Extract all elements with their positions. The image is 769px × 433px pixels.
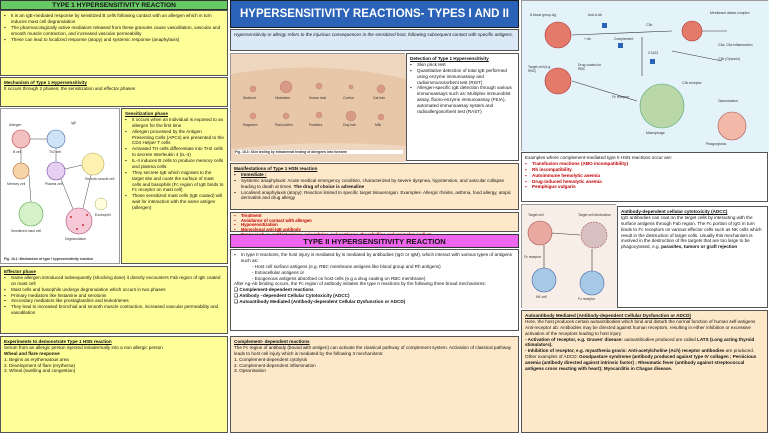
fig3-label-target: Target cell (528, 213, 544, 217)
fig2-label-opsonization: Opsonization (718, 99, 738, 103)
fig1-label-degranulation: Degranulation (65, 237, 87, 241)
example-item: ▪ Rh incompatibility (525, 167, 764, 173)
manifestation-systemic: ▪ Systemic anaphylaxis: Acute medical emergency condition, characterized by severe dyspnea, hypotension, and vascular collapse leading to death at times. The drug of choice is adrenaline (234, 178, 515, 190)
fig3-label-destruction: Target cell destruction (578, 213, 611, 217)
skin-label-milk: Milk (375, 123, 382, 127)
type1-intro-box (0, 10, 228, 76)
type2-sub-item: - Extracellular antigens or (252, 269, 305, 275)
complement-list (234, 357, 515, 375)
fig3-label-fc: Fc receptor (524, 255, 542, 259)
type2-header: TYPE II HYPERSENSITIVITY REACTION (230, 234, 519, 248)
mechanism-title: Mechanism of Type 1 Hypersensitivity (4, 80, 87, 85)
fig2-label-complement: Complement (614, 37, 634, 41)
adcc-title: Antibody-dependent cellular cytotoxicity (ADCC) (621, 209, 728, 214)
example-item: ▪ Autoimmune hemolytic anemia (525, 173, 764, 179)
fig2-label-opsonin: C3b (Opsonin) (718, 57, 741, 61)
fig2-label-c3a: C3a, C5a inflammation (718, 43, 753, 47)
skin-label-feathers: Feathers (309, 123, 323, 127)
fig1-label-eosinophil: Eosinophil (95, 213, 111, 217)
type2-intro-p1: ▪ In type II reactions, the host injury is mediated by is mediated by antibodies (IgG or IgM), which interact with various types of antigens such as: (234, 252, 515, 264)
sensitization-item: ▪ It occurs when an individual is exposed to an allergen for the first time (125, 117, 224, 129)
skin-caption: Fig. 16.3: Skin testing by intradermal testing of allergens into forearm (235, 150, 403, 154)
sensitization-title: Sensitization phase (125, 111, 168, 116)
experiments-title: Experiments to demonstrate Type 1 HSN reaction (4, 339, 112, 344)
manifestation-localised: ▪ Localised anaphylaxis (atopy): Reaction limited to specific target tissue/organ. Examples- Allergic rhinitis, asthma, food allergy, atopic dermatitis and drug allergy (234, 190, 515, 202)
effector-item: ▪ Mast cells and basophils undergo degranulation which occurs in two phases (4, 287, 224, 293)
complement-item: 2. Complement-dependent inflammation (234, 362, 316, 368)
fig2-label-plus-ab: + Ab (584, 37, 591, 41)
type2-box (230, 249, 519, 331)
fig2-label-anti-a: Anti-A Ab (588, 13, 602, 17)
fig2-label-ag: A blood group-Ag (530, 13, 557, 17)
type2-intro-p2: After Ag-Ab binding occurs, the Fc region of antibody initiates the type II reactions by the following three broad mechanisms: (234, 281, 486, 287)
type2-sub-item: - Exogenous antigens absorbed on host cells (e.g a drug coating on RBC membrane) (252, 275, 426, 281)
fig1-caption: Fig. 16.1: Mechanism of type I hypersensitivity reaction (4, 257, 93, 261)
sensitization-item: ▪ They secrete IgE which migrates to the target site and coats the surface of mast cells and basophils (Fc region of IgE binds to Fc receptor on mast cell) (125, 170, 224, 194)
skin-label-histamine: Histamine (275, 96, 291, 100)
complement-title: Complement- dependent reactions (234, 339, 310, 344)
fig2-label-target: Target cell (e.g. RBC) (528, 65, 552, 74)
type1-intro-item: ▪ The pharmacologically active mediators released from these granules cause vasodilation, vascular and smooth muscle contraction, and increased vascular permeability (4, 25, 224, 37)
effector-item: ▪ Primary mediators like histamine and serotonin (4, 293, 224, 299)
sensitization-item: ▪ These sensitized mast cells (IgE coated) will wait for interaction with the same antigen (allergen) (125, 193, 224, 211)
sensitization-item: ▪ IL-4 induces B cells to produce memory cells and plasma cells. (125, 158, 224, 170)
fig2-label-macrophage: Macrophage (646, 131, 665, 135)
title-intro-text: Hypersensitivity or allergy refers to the injurious consequences in the sensitized host, following subsequent contact with specific antigens. (234, 32, 514, 37)
skin-label-seafood: Seafood (243, 96, 256, 100)
treatment-item: ▪ Treatment (234, 214, 515, 219)
adcd-p3: - Activation of receptor, e.g. Graves' disease: autoantibodies produced are called LATS (Long acting thyroid stimulators). (525, 336, 755, 348)
example-item: ▪ Pemphigus vulgaris (525, 184, 764, 190)
manifestation-immediate: ▪ Immediate : (234, 172, 515, 178)
manifestations-list (234, 172, 515, 201)
experiment-step: 3. Wheal (swelling and congestion) (4, 368, 76, 374)
skin-label-house-dust: House dust (309, 96, 327, 100)
fig1-label-plasma: Plasma cell (45, 182, 63, 186)
effector-item: ▪ Same allergen introduced subsequently (shocking dose) it directly encounters Fab region of IgE coated on mast cell (4, 275, 224, 287)
fig2-label-c1423: C1423 (648, 51, 658, 55)
treatment-item: ▪ Monoclonal anti-IgE antibody (234, 228, 515, 233)
effector-item: ▪ Secondary mediators like prostaglandins and leukotrienes (4, 298, 224, 304)
mechanism-box (0, 77, 228, 107)
skin-label-cat-hair: Cat hair (373, 96, 385, 100)
manifestations-box (230, 163, 519, 210)
treatment-item: ▪ Hyposensitization (234, 223, 515, 228)
fig1-label-smooth: Smooth muscle cell (85, 177, 115, 181)
example-item: ▪ Transfusion reactions (ABO incompatibility) (525, 161, 764, 167)
skin-label-control: Control (343, 96, 354, 100)
detection-item: ▪ Allergen-specific IgE detection through various immunoassays such as: Multiplex immunoblot assay, fluoro-enzyme immunoassay (FEIA), automated immunoassay system and radioallergosorbent test (RAST) (410, 85, 515, 114)
complement-item: 1. Complement-dependent cytolysis (234, 356, 308, 362)
sensitization-item: ▪ Allergen processed by the Antigen Presenting Cells (APCs) are presented to the CD4 Helper T cells (125, 129, 224, 147)
skin-label-plant-pollen: Plant pollen (275, 123, 293, 127)
effector-item: ▪ They lead to increased bronchial and smooth muscle contraction, increased vascular permeability and vasodilation (4, 304, 224, 316)
experiment-step: 1. Begins as erythematous area (4, 356, 69, 362)
examples-list (525, 161, 764, 190)
fig1-label-th2: Th2 cell (49, 150, 61, 154)
adcd-box (521, 310, 768, 433)
effector-box (0, 266, 228, 334)
title-banner: HYPERSENSITIVITY REACTIONS- TYPES I AND II (230, 0, 519, 28)
adcd-p1: Here, the host produces certain autoantibodies which bind and disturb the normal function of human self-antigens (525, 318, 756, 324)
fig2-label-c3b-receptor: C3b receptor (682, 81, 702, 85)
detection-title: Detection of Type 1 Hypersensitivity (410, 56, 489, 61)
fig1-label-allergen: Allergen (9, 123, 22, 127)
complement-mechanism-figure (521, 0, 768, 151)
effector-title: Effector phase (4, 269, 36, 274)
experiments-sub: Wheal and flare response (4, 350, 60, 356)
fig1-label-memory: Memory cell (7, 182, 26, 186)
fig2-label-c3b: C3b (646, 23, 653, 27)
experiment-step: 2. Development of flare (erythema) (4, 362, 75, 368)
adcc-figure (521, 204, 616, 308)
experiments-box (0, 336, 228, 433)
title-intro-box (230, 29, 519, 51)
sensitization-item: ▪ Activated TH cells differentiate into TH2 cells to secrete Interleukin 4 (IL-4) (125, 146, 224, 158)
type1-mechanism-figure (0, 108, 120, 264)
fig2-label-fc: Fc receptor (612, 95, 630, 99)
skin-label-ragweed: Ragweed (243, 123, 258, 127)
type2-mechanism-list (234, 287, 515, 305)
fig3-label-fc2: Fc receptor (578, 297, 596, 301)
complement-item: 3. Opsonisation (234, 368, 266, 374)
fig2-label-mac: Membrane attack complex (710, 11, 750, 15)
skin-label-dog-hair: Dog hair (343, 123, 356, 127)
type1-intro-item: ▪ It is an IgE-mediated response by sensitized B cells following contact with an allergen which in turn induces mast cell degranulation (4, 13, 224, 25)
examples-box (521, 152, 768, 202)
adcd-title: Autoantibody Mediated (Antibody-dependent Cellular Dysfunction or ADCD) (525, 313, 691, 318)
fig2-label-drug: Drug coated on RBC (578, 63, 602, 72)
experiments-text: Serum from an allergic person injected intradermally into a non allergic person (4, 344, 163, 350)
adcd-p4: - Inhibition of receptor, e.g. myasthenia gravis: Anti-acetylcholine (Ach) receptor antibodies are produced. (525, 348, 755, 354)
type2-mechanism-item: ❏ Complement-dependent reactions (234, 287, 314, 293)
mechanism-text: It occurs through 2 phases; the sensitization and effector phases (4, 85, 136, 91)
sensitization-box (121, 108, 228, 264)
example-item: ▪ Drug-induced hemolytic anemia (525, 179, 764, 185)
adcc-text: IgG antibodies can coat on the target cells by interacting with the surface antigens through Fab region. The Fc portion of IgG in turn binds to Fc receptors on various effector cells such as NK cells which result in the destruction of target cells. Usually this mechanism is involved in the destruction of the targets that are too large to be phagocytosed, e.g. parasites, tumors or graft rejection (621, 214, 762, 250)
treatment-box (230, 212, 519, 232)
adcc-box (617, 206, 768, 308)
detection-box (406, 53, 519, 161)
type2-sub-item: - Host cell surface antigens (e.g. RBC membrane antigens like blood group and Rh antigens) (252, 263, 441, 269)
type1-header: TYPE 1 HYPERSENSITIVITY REACTION (0, 0, 228, 10)
examples-title: Examples where complement-mediated type II HSN reactions occur are: (525, 155, 673, 160)
type1-intro-list (4, 13, 224, 42)
type1-intro-item: ▪ These can lead to localized response (atopy) and systemic response (anaphylaxis) (4, 37, 224, 43)
detection-list (410, 62, 515, 115)
adcd-p5: Other examples of ADCD: Goodpasture syndrome (antibody produced against type IV collagen ; Pernicious anemia (antibody directed against intrinsic factor) ; Rheumatic fever (antibody against streptococcal antigens cross reacting with heart); Myocarditis in Chagas disease. (525, 354, 757, 371)
fig2-label-phagocytosis: Phagocytosis (706, 142, 727, 146)
effector-list (4, 275, 224, 316)
skin-test-figure (230, 53, 405, 161)
type2-intro-list (234, 252, 515, 264)
experiments-list (4, 357, 224, 375)
type2-sub-list (234, 264, 515, 282)
fig1-label-sensitized: Sensitized mast cell (11, 229, 41, 233)
fig1-label-b-cell: B cell (13, 150, 22, 154)
sensitization-list (125, 117, 224, 211)
complement-box (230, 336, 519, 433)
complement-text: The Fc region of antibody (bound with antigen) can activate the classical pathway of complement system. Activation of classical pathway leads to host cell injury which is mediated by the following 3 mechanisms: (234, 344, 512, 356)
fig1-label-ige: IgE (71, 121, 77, 125)
adcd-p2: Anti-receptor ab: Antibodies may be directed against human receptors, resulting in either inhibition or excessive activation of the receptors leading to host injury (525, 324, 751, 336)
detection-item: ▪ Skin prick test (410, 62, 515, 68)
detection-item: ▪ Quantitative detection of total IgE performed using enzyme immunoassay and radioimmunosorbent test (RIST) (410, 68, 515, 86)
treatment-item: ▪ Avoidance of contact with allergen (234, 219, 515, 224)
type2-mechanism-item: ❏ Antibody –dependent Cellular Cytotoxicity (ADCC) (234, 293, 350, 299)
manifestations-title: Manifestations of Type 1 HSN reaction (234, 166, 318, 171)
type2-mechanism-item: ❏ Autoantibody Mediated (Antibody-dependent Cellular Dysfunction or ADCD) (234, 299, 406, 304)
fig3-label-nk: NK cell (536, 295, 547, 299)
